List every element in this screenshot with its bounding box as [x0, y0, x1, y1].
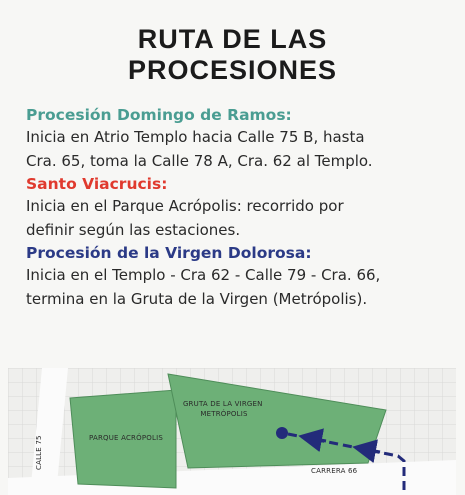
route-text-line: Cra. 65, toma la Calle 78 A, Cra. 62 al Templo. — [26, 151, 373, 170]
parque-label: PARQUE ACRÓPOLIS — [89, 434, 163, 442]
title-line-2: PROCESIONES — [127, 55, 338, 85]
gruta-label-line-1: GRUTA DE LA VIRGEN — [182, 400, 263, 408]
procession-list — [26, 104, 456, 311]
route-text-line: Inicia en el Templo - Cra 62 - Calle 79 - Cra. 66, — [26, 266, 381, 284]
carrera-66-label: CARRERA 66 — [311, 467, 358, 475]
title-line-1: RUTA DE LAS — [137, 24, 328, 54]
route-map — [8, 368, 456, 495]
route-text-line: Inicia en Atrio Templo hacia Calle 75 B, hasta — [26, 128, 365, 146]
start-point-marker — [276, 427, 288, 439]
heading-domingo-de-ramos: Procesión Domingo de Ramos: — [26, 106, 292, 124]
route-text-line: definir según las estaciones. — [26, 220, 241, 239]
route-text-line: Inicia en el Parque Acrópolis: recorrido por — [26, 197, 344, 215]
heading-santo-viacrucis: Santo Viacrucis: — [26, 175, 168, 193]
page-title — [0, 24, 465, 86]
calle-75-label: CALLE 75 — [35, 435, 43, 470]
route-text-line: termina en la Gruta de la Virgen (Metrópolis). — [26, 289, 368, 308]
gruta-label-line-2: METRÓPOLIS — [200, 410, 248, 418]
route-map-svg — [8, 368, 456, 495]
heading-virgen-dolorosa: Procesión de la Virgen Dolorosa: — [26, 244, 312, 262]
